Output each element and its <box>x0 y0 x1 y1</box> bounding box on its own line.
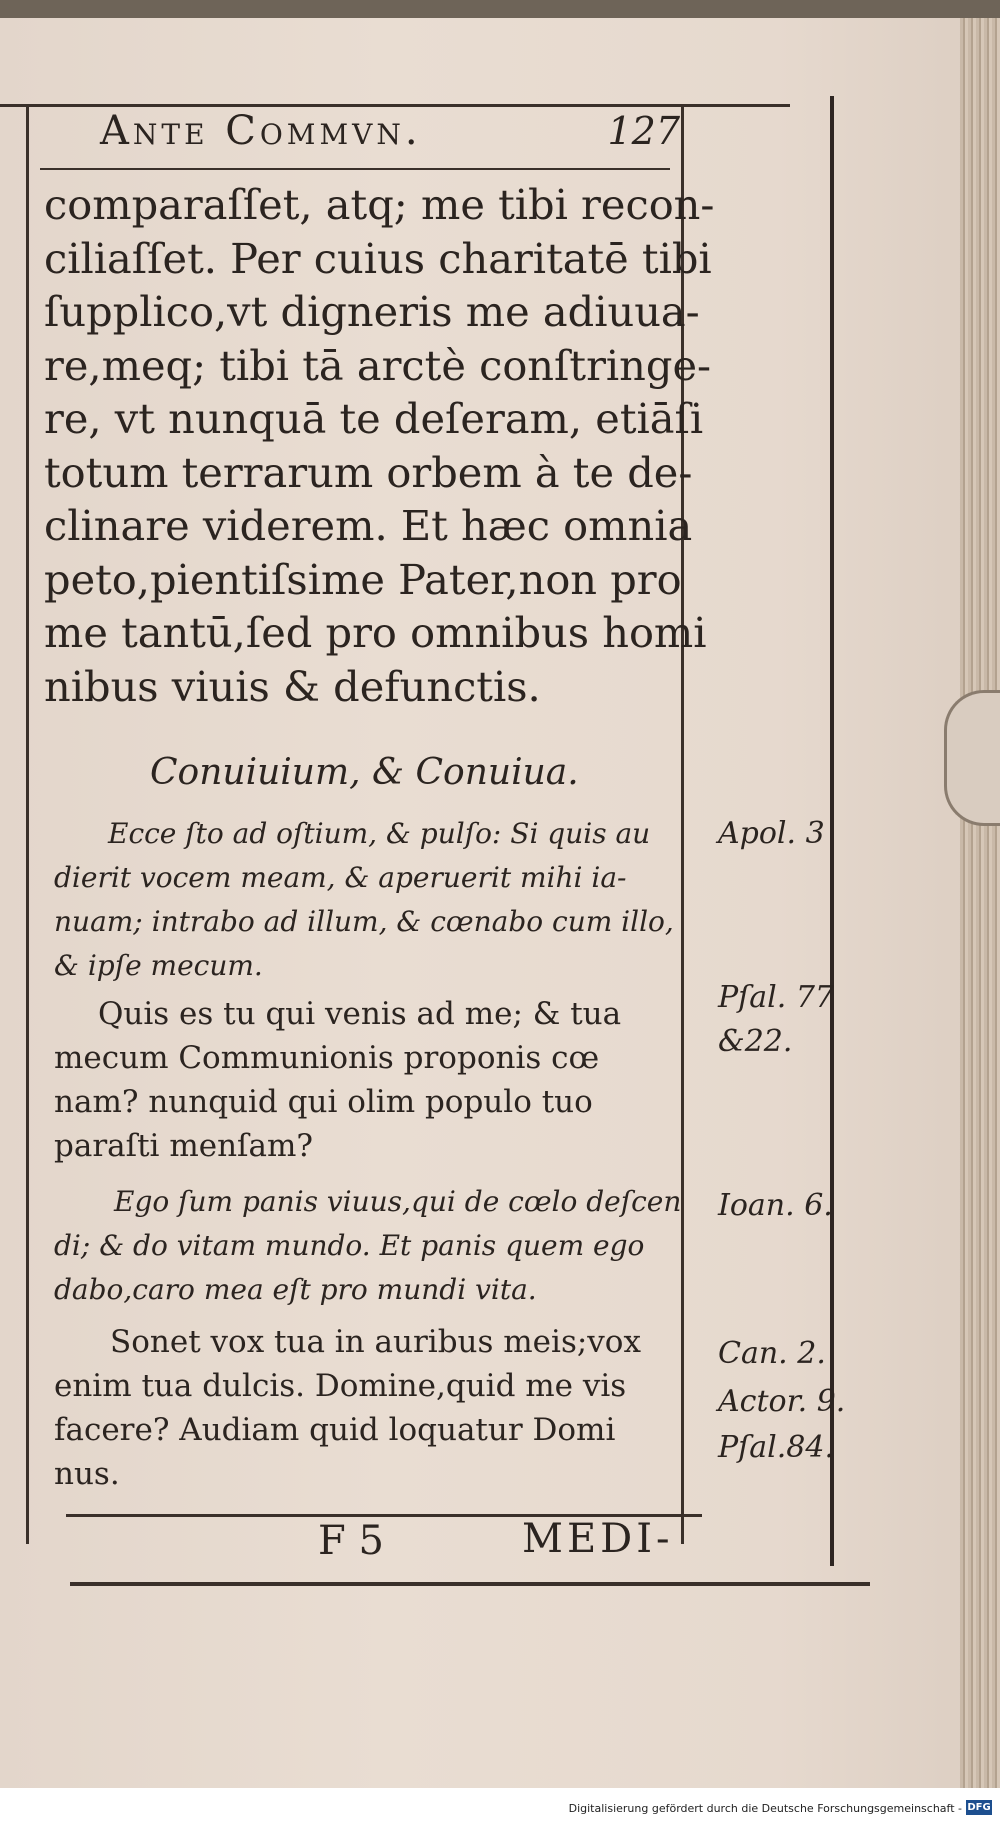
header-rule <box>40 168 670 170</box>
text-line: Sonet vox tua in auribus meis;vox <box>110 1324 641 1360</box>
text-line: nam? nunquid qui olim populo tuo <box>54 1084 593 1120</box>
text-line: clinare viderem. Et hæc omnia <box>44 501 693 550</box>
margin-ref: Can. 2. <box>718 1336 826 1371</box>
bottom-rule <box>70 1582 870 1586</box>
text-line: enim tua dulcis. Domine,quid me vis <box>54 1368 627 1404</box>
page-edges <box>960 18 1000 1788</box>
page-clip <box>944 690 1000 826</box>
page-number: 127 <box>607 109 680 153</box>
text-line: & ipſe mecum. <box>54 949 263 982</box>
main-text-block <box>44 178 715 713</box>
text-line: Quis es tu qui venis ad me; & tua <box>98 996 622 1032</box>
section-title: Conuiuium, & Conuiua. <box>150 752 579 793</box>
signature-mark: F 5 <box>318 1518 384 1564</box>
running-head: Ante Commvn. <box>100 108 422 154</box>
text-line: paraſti menſam? <box>54 1128 314 1164</box>
paragraph-canticle <box>54 1320 704 1496</box>
text-line: mecum Communionis proponis cœ <box>54 1040 600 1076</box>
margin-ref: Actor. 9. <box>718 1384 846 1419</box>
text-line: facere? Audiam quid loquatur Domi <box>54 1412 616 1448</box>
text-line: re, vt nunquā te deſeram, etiāſi <box>44 394 704 443</box>
margin-ref: Pſal.84. <box>718 1430 835 1465</box>
text-line: nus. <box>54 1456 120 1492</box>
text-line: dierit vocem meam, & aperuerit mihi ia- <box>54 861 627 894</box>
text-line: ſupplico,vt digneris me adiuua- <box>44 287 700 336</box>
paragraph-apocalypse <box>54 812 704 988</box>
paragraph-psalm <box>54 992 704 1168</box>
page-header <box>100 108 680 164</box>
margin-ref: Pſal. 77 <box>718 980 835 1015</box>
dfg-logo: DFG <box>967 1802 991 1813</box>
margin-ref: Apol. 3 <box>718 816 825 851</box>
credit-text: Digitalisierung gefördert durch die Deutsche Forschungsgemeinschaft - <box>568 1802 962 1815</box>
text-line: comparaſſet, atq; me tibi recon- <box>44 180 715 229</box>
text-line: nuam; intrabo ad illum, & cœnabo cum illo, <box>54 905 674 938</box>
margin-ref: Ioan. 6. <box>718 1188 833 1223</box>
text-line: me tantū,ſed pro omnibus homi <box>44 608 707 657</box>
text-line: re,meq; tibi tā arctè conſtringe- <box>44 340 712 390</box>
text-line: dabo,caro mea eſt pro mundi vita. <box>54 1273 537 1306</box>
text-line: peto,pientiſsime Pater,non pro <box>44 554 682 604</box>
margin-ref: &22. <box>718 1024 793 1059</box>
catchword: MEDI- <box>522 1516 674 1562</box>
text-line: Ego ſum panis viuus,qui de cœlo deſcen <box>114 1185 682 1218</box>
credit-bar <box>0 1788 1000 1828</box>
paragraph-john <box>54 1180 704 1312</box>
text-line: ciliaſſet. Per cuius charitatē tibi <box>44 233 712 283</box>
text-line: nibus viuis & defunctis. <box>44 661 541 711</box>
text-line: Ecce ſto ad oſtium, & pulſo: Si quis au <box>108 817 651 850</box>
text-line: totum terrarum orbem à te de- <box>44 447 693 497</box>
text-line: di; & do vitam mundo. Et panis quem ego <box>54 1229 645 1262</box>
